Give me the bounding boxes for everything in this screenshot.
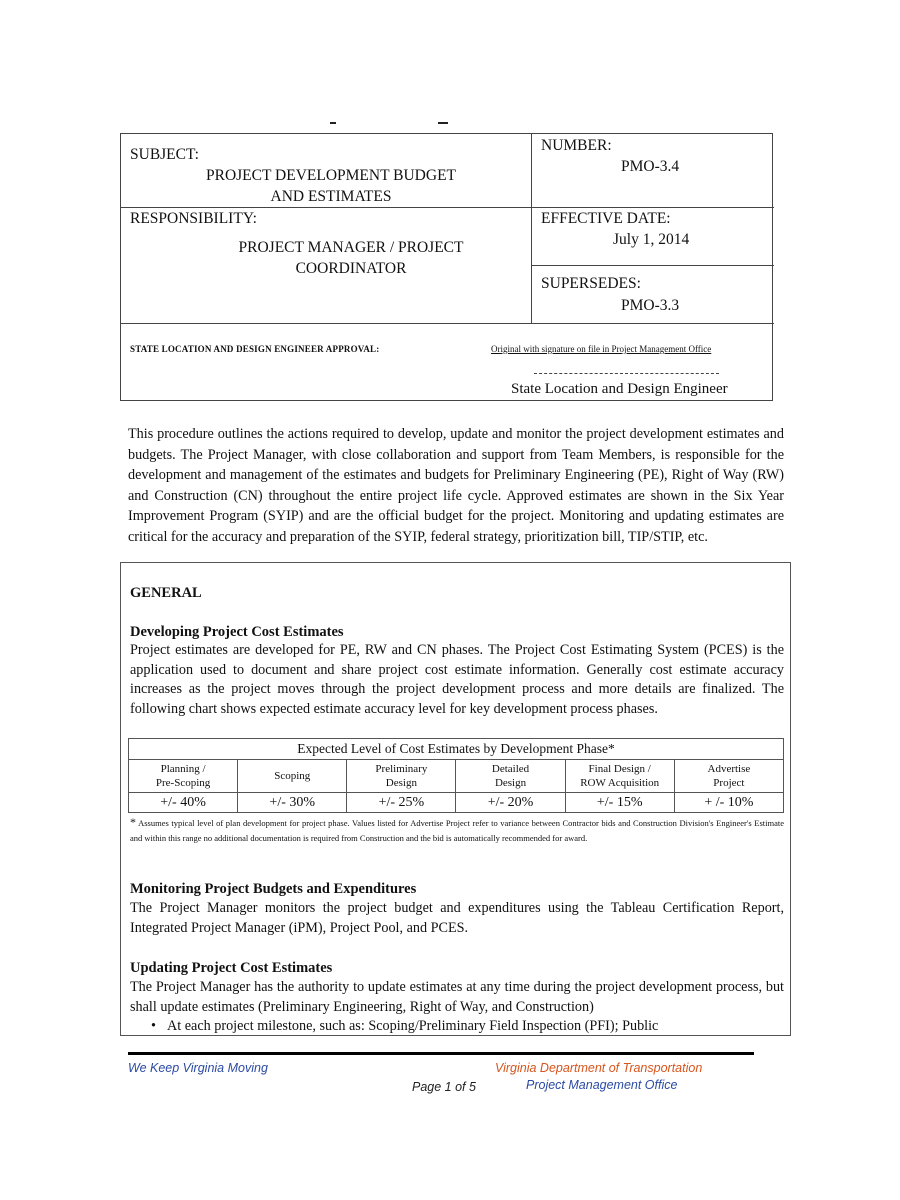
developing-heading: Developing Project Cost Estimates bbox=[130, 624, 344, 640]
responsibility-value bbox=[161, 237, 541, 279]
approver-title: State Location and Design Engineer bbox=[511, 381, 728, 397]
updating-heading: Updating Project Cost Estimates bbox=[130, 960, 333, 976]
phase-label: Detailed bbox=[491, 763, 530, 775]
phase-label: Advertise bbox=[707, 763, 751, 775]
subject-line-2: AND ESTIMATES bbox=[270, 188, 392, 205]
phase-header bbox=[565, 760, 674, 793]
phase-accuracy: +/- 40% bbox=[129, 793, 238, 813]
intro-paragraph: This procedure outlines the actions required to develop, update and monitor the project development estimates and budgets. The Project Manager, with close collaboration and support from Team Members, is responsible for the development and management of the estimates and budgets for Preliminary Engineering (PE), Right of Way (RW) and Construction (CN) throughout the entire project life cycle. Approved estimates are shown in the Six Year Improvement Program (SYIP) and are the official budget for the project. Monitoring and updating estimates are critical for the accuracy and preparation of the SYIP, federal strategy, prioritization bill, TIP/STIP, etc. bbox=[128, 426, 784, 545]
footnote-text: Assumes typical level of plan development for project phase. Values listed for Advertise Project refer to variance between Contractor bids and Construction Division's Engineer's Estimate and within this range no additional documentation is required from Construction and the bid is automatically recommended for award. bbox=[130, 818, 785, 843]
phase-label: Planning / bbox=[160, 763, 206, 775]
page-number: Page 1 of 5 bbox=[412, 1080, 476, 1094]
header-divider-1 bbox=[121, 207, 774, 208]
phase-label: Design bbox=[494, 777, 527, 789]
estimate-table bbox=[128, 738, 784, 813]
approval-note: Original with signature on file in Project Management Office bbox=[491, 344, 712, 354]
footnote-mark: * bbox=[130, 815, 136, 829]
footer-office: Project Management Office bbox=[526, 1078, 678, 1092]
table-footnote bbox=[130, 815, 784, 846]
phase-accuracy: +/- 15% bbox=[565, 793, 674, 813]
phase-label: Project bbox=[713, 777, 745, 789]
responsibility-line-2: COORDINATOR bbox=[295, 260, 407, 277]
phase-label: Final Design / bbox=[588, 763, 651, 775]
phase-accuracy: +/- 20% bbox=[456, 793, 565, 813]
phase-accuracy: +/- 30% bbox=[238, 793, 347, 813]
header-divider-2 bbox=[531, 265, 774, 266]
number-value: PMO-3.4 bbox=[621, 158, 680, 175]
updating-text: The Project Manager has the authority to update estimates at any time during the project development process, but shall update estimates (Preliminary Engineering, Right of Way, and Construction) bbox=[130, 979, 784, 1015]
phase-label: Design bbox=[385, 777, 417, 789]
table-caption: Expected Level of Cost Estimates by Development Phase* bbox=[129, 739, 784, 760]
footer-motto: We Keep Virginia Moving bbox=[128, 1061, 268, 1075]
general-heading: GENERAL bbox=[130, 585, 202, 601]
header-divider-vertical bbox=[531, 134, 532, 323]
phase-header bbox=[674, 760, 783, 793]
supersedes-value: PMO-3.3 bbox=[621, 297, 680, 314]
phase-header bbox=[456, 760, 565, 793]
phase-header bbox=[347, 760, 456, 793]
responsibility-line-1: PROJECT MANAGER / PROJECT bbox=[238, 239, 464, 256]
subject-label: SUBJECT: bbox=[130, 146, 199, 163]
effective-date-value: July 1, 2014 bbox=[613, 231, 690, 248]
bullet-text: At each project milestone, such as: Scoping/Preliminary Field Inspection (PFI); Public bbox=[167, 1018, 659, 1034]
monitoring-heading: Monitoring Project Budgets and Expenditures bbox=[130, 881, 417, 897]
phase-accuracy: +/- 25% bbox=[347, 793, 456, 813]
phase-label: Pre-Scoping bbox=[155, 777, 211, 789]
subject-line-1: PROJECT DEVELOPMENT BUDGET bbox=[205, 167, 457, 184]
subject-value bbox=[161, 165, 501, 207]
phase-label: ROW Acquisition bbox=[580, 777, 660, 789]
developing-text: Project estimates are developed for PE, RW and CN phases. The Project Cost Estimating System (PCES) is the application used to document and share project cost estimate information. Generally cost estimate accuracy increases as the project moves through the project development process and more details are finalized. The following chart shows expected estimate accuracy level for key development process phases. bbox=[130, 642, 784, 717]
footer-rule bbox=[128, 1052, 754, 1055]
signature-line bbox=[534, 373, 719, 374]
phase-label: Preliminary bbox=[375, 763, 428, 775]
monitoring-text: The Project Manager monitors the project budget and expenditures using the Tableau Certification Report, Integrated Project Manager (iPM), Project Pool, and PCES. bbox=[130, 900, 784, 936]
bullet-item bbox=[151, 1017, 771, 1037]
header-divider-3 bbox=[121, 323, 774, 324]
phase-header bbox=[129, 760, 238, 793]
top-marks bbox=[330, 122, 450, 128]
general-section bbox=[120, 562, 791, 1036]
phase-label: Scoping bbox=[274, 770, 311, 782]
phase-accuracy: + /- 10% bbox=[674, 793, 783, 813]
approval-label: STATE LOCATION AND DESIGN ENGINEER APPROVAL: bbox=[130, 344, 380, 354]
phase-header bbox=[238, 760, 347, 793]
footer-org: Virginia Department of Transportation bbox=[495, 1061, 703, 1075]
bullet-icon: • bbox=[151, 1018, 156, 1034]
number-label: NUMBER: bbox=[541, 137, 612, 154]
header-box bbox=[120, 133, 773, 401]
responsibility-label: RESPONSIBILITY: bbox=[130, 210, 257, 227]
effective-date-label: EFFECTIVE DATE: bbox=[541, 210, 671, 227]
supersedes-label: SUPERSEDES: bbox=[541, 275, 641, 292]
